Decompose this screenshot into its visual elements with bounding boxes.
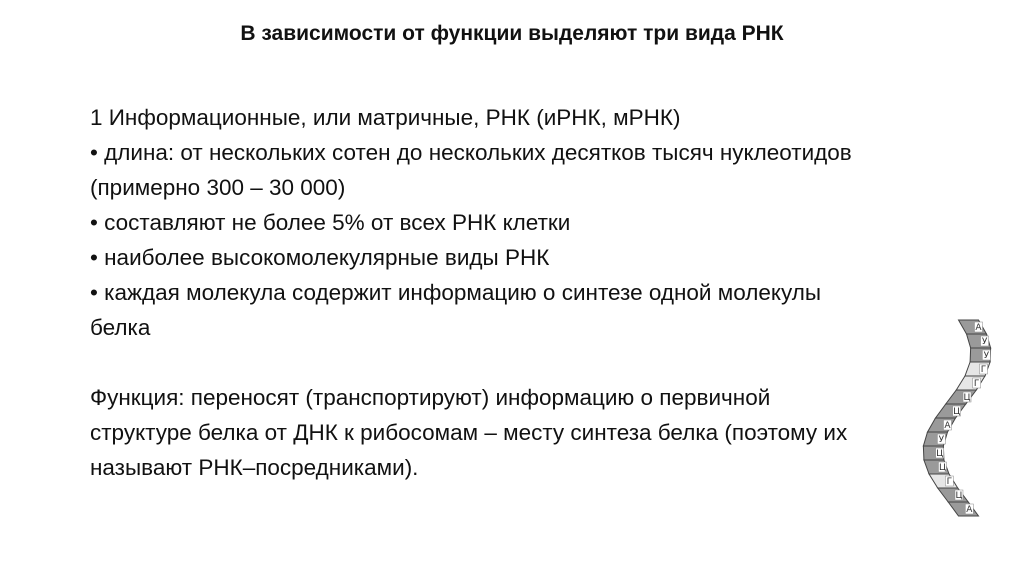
nucleotide-letter: А (966, 505, 973, 515)
nucleotide-letter: Ц (936, 449, 944, 459)
nucleotide-letter: А (975, 323, 982, 333)
nucleotide-letter: Г (980, 365, 987, 375)
nucleotide-letter: А (944, 421, 951, 431)
nucleotide-segment (938, 488, 969, 502)
page-title: В зависимости от функции выделяют три вида РНК (240, 22, 784, 45)
nucleotide-letter: У (983, 351, 990, 361)
bullet-length: • длина: от нескольких сотен до нескольких десятков тысяч нуклеотидов (примерно 300 – 30 000) (90, 140, 852, 200)
slide-body (90, 100, 870, 485)
bullet-weight: • наиболее высокомолекулярные виды РНК (90, 245, 550, 270)
function-text: Функция: переносят (транспортируют) информацию о первичной структуре белка от ДНК к рибосомам – месту синтеза белка (поэтому их называют РНК–посредниками). (90, 385, 848, 480)
nucleotide-letter: Ц (938, 463, 946, 473)
section-heading: 1 Информационные, или матричные, РНК (иРНК, мРНК) (90, 105, 681, 130)
nucleotide-letter: Г (946, 477, 953, 487)
bullet-share: • составляют не более 5% от всех РНК клетки (90, 210, 571, 235)
nucleotide-letter: Ц (955, 491, 963, 501)
nucleotide-segment (935, 404, 965, 418)
rna-strand-illustration (905, 316, 995, 521)
nucleotide-letter: Ц (963, 393, 971, 403)
bullet-info: • каждая молекула содержит информацию о синтезе одной молекулы белка (90, 280, 822, 340)
nucleotide-segment (948, 502, 978, 516)
nucleotide-letter: Г (973, 379, 980, 389)
nucleotide-letter: У (938, 435, 945, 445)
nucleotide-letter: У (981, 337, 988, 347)
nucleotide-segment (946, 390, 977, 404)
nucleotide-letter: Ц (953, 407, 961, 417)
